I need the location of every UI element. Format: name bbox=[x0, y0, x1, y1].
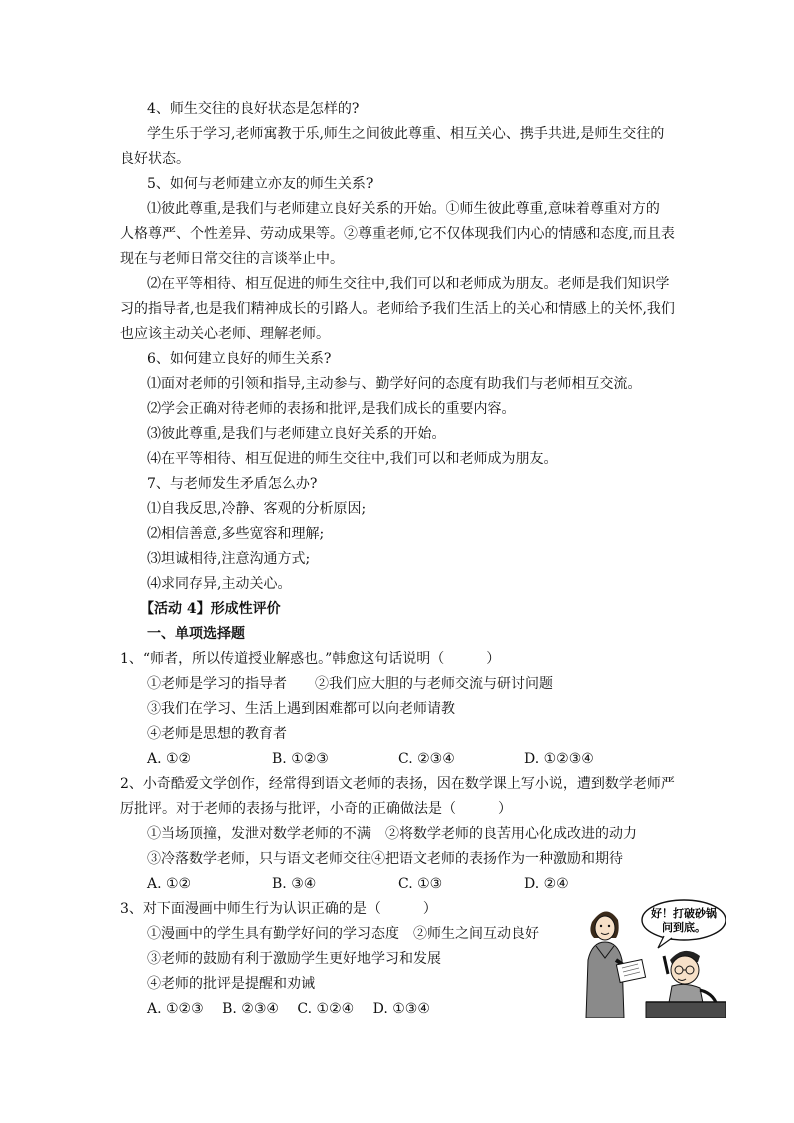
question1-option-line3: ④老师是思想的教育者 bbox=[147, 726, 287, 742]
student-figure bbox=[664, 951, 718, 1010]
question1-option-line1: ①老师是学习的指导者 ②我们应大胆的与老师交流与研讨问题 bbox=[147, 676, 553, 692]
question2-choice-b: B. ③④ bbox=[272, 876, 317, 892]
q7-item4: ⑷求同存异,主动关心。 bbox=[147, 576, 292, 592]
question2-option-line2: ③冷落数学老师，只与语文老师交往④把语文老师的表扬作为一种激励和期待 bbox=[147, 851, 623, 867]
question1-choice-a: A. ①② bbox=[147, 751, 192, 767]
q5-title: 5、如何与老师建立亦友的师生关系? bbox=[147, 176, 374, 192]
q6-item3: ⑶彼此尊重,是我们与老师建立良好关系的开始。 bbox=[147, 426, 446, 442]
teacher-figure bbox=[586, 911, 646, 1018]
question3-option-line1: ①漫画中的学生具有勤学好问的学习态度 ②师生之间互动良好 bbox=[147, 926, 539, 942]
q6-item2: ⑵学会正确对待老师的表扬和批评,是我们成长的重要内容。 bbox=[147, 401, 516, 417]
question1-choice-d: D. ①②③④ bbox=[524, 751, 594, 767]
q5-point2-line2: 习的指导者,也是我们精神成长的引路人。老师给予我们生活上的关心和情感上的关怀,我们 bbox=[120, 301, 675, 317]
teacher-student-cartoon bbox=[572, 898, 726, 1018]
question2-choice-a: A. ①② bbox=[147, 876, 192, 892]
q4-answer-line1: 学生乐于学习,老师寓教于乐,师生之间彼此尊重、相互关心、携手共进,是师生交往的 bbox=[147, 126, 665, 142]
q6-item4: ⑷在平等相待、相互促进的师生交往中,我们可以和老师成为朋友。 bbox=[147, 451, 558, 467]
question1-stem: 1、“师者，所以传道授业解惑也。”韩愈这句话说明（ ） bbox=[120, 651, 501, 667]
q5-point2-line1: ⑵在平等相待、相互促进的师生交往中,我们可以和老师成为朋友。老师是我们知识学 bbox=[147, 276, 670, 292]
q4-title: 4、师生交往的良好状态是怎样的? bbox=[147, 101, 360, 117]
question3-option-line3: ④老师的批评是提醒和劝诫 bbox=[147, 976, 315, 992]
q7-title: 7、与老师发生矛盾怎么办? bbox=[147, 476, 318, 492]
question2-stem-line2: 厉批评。对于老师的表扬与批评，小奇的正确做法是（ ） bbox=[120, 801, 512, 817]
activity-title: 【活动 4】形成性评价 bbox=[140, 601, 281, 617]
question3-stem: 3、对下面漫画中师生行为认识正确的是（ ） bbox=[120, 901, 437, 917]
q4-answer-line2: 良好状态。 bbox=[120, 151, 190, 167]
part-title: 一、单项选择题 bbox=[147, 626, 245, 642]
question3-choices: A. ①②③ B. ②③④ C. ①②④ D. ①③④ bbox=[147, 1001, 430, 1017]
q6-title: 6、如何建立良好的师生关系? bbox=[147, 351, 332, 367]
q5-point2-line3: 也应该主动关心老师、理解老师。 bbox=[120, 326, 330, 342]
question3-option-line2: ③老师的鼓励有利于激励学生更好地学习和发展 bbox=[147, 951, 441, 967]
question1-choice-b: B. ①②③ bbox=[272, 751, 329, 767]
question1-option-line2: ③我们在学习、生活上遇到困难都可以向老师请教 bbox=[147, 701, 455, 717]
question2-option-line1: ①当场顶撞，发泄对数学老师的不满 ②将数学老师的良苦用心化成改进的动力 bbox=[147, 826, 637, 842]
q5-point1-line2: 人格尊严、个性差异、劳动成果等。②尊重老师,它不仅体现我们内心的情感和态度,而且表 bbox=[120, 226, 675, 242]
speech-bubble-line1: 好！打破砂锅 bbox=[651, 907, 717, 920]
q5-point1-line1: ⑴彼此尊重,是我们与老师建立良好关系的开始。①师生彼此尊重,意味着尊重对方的 bbox=[147, 201, 660, 217]
question2-choice-c: C. ①③ bbox=[398, 876, 443, 892]
speech-bubble-line2: 问到底。 bbox=[662, 921, 706, 934]
q7-item2: ⑵相信善意,多些宽容和理解; bbox=[147, 526, 325, 542]
question2-stem-line1: 2、小奇酷爱文学创作，经常得到语文老师的表扬，因在数学课上写小说，遭到数学老师严 bbox=[120, 776, 675, 792]
cartoon-drawing bbox=[572, 898, 726, 1018]
q5-point1-line3: 现在与老师日常交往的言谈举止中。 bbox=[120, 251, 344, 267]
question1-choice-c: C. ②③④ bbox=[398, 751, 455, 767]
q6-item1: ⑴面对老师的引领和指导,主动参与、勤学好问的态度有助我们与老师相互交流。 bbox=[147, 376, 642, 392]
question2-choice-d: D. ②④ bbox=[524, 876, 569, 892]
q7-item1: ⑴自我反思,冷静、客观的分析原因; bbox=[147, 501, 367, 517]
q7-item3: ⑶坦诚相待,注意沟通方式; bbox=[147, 551, 311, 567]
